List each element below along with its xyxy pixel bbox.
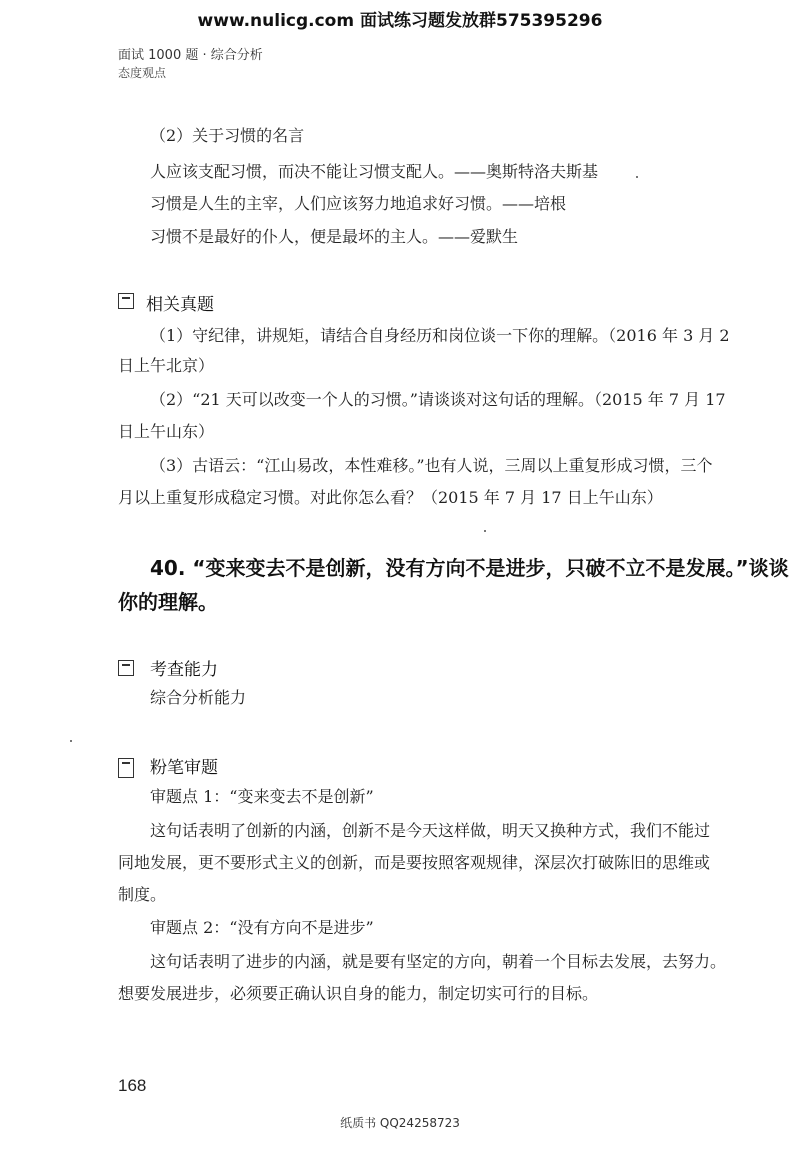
footer-note: 纸质书 QQ24258723 — [340, 1116, 460, 1130]
top-banner: www.nulicg.com 面试练习题发放群575395296 — [197, 11, 603, 31]
analysis-point-1: 审题点 1：“变来变去不是创新” — [150, 787, 374, 806]
related-questions-heading: 相关真题 — [146, 295, 214, 315]
analysis-point-2: 审题点 2：“没有方向不是进步” — [150, 918, 374, 937]
page-number: 168 — [118, 1076, 147, 1095]
related-line: 日上午北京） — [118, 356, 215, 375]
running-header-subtitle: 态度观点 — [118, 66, 167, 80]
analysis-paragraph-line: 这句话表明了创新的内涵，创新不是今天这样做，明天又换种方式，我们不能过 — [150, 821, 711, 840]
question-title-continued: 你的理解。 — [118, 590, 218, 614]
ability-icon — [118, 660, 134, 676]
analysis-paragraph-line: 这句话表明了进步的内涵，就是要有坚定的方向，朝着一个目标去发展，去努力。 — [150, 952, 727, 971]
related-questions-icon — [118, 293, 134, 309]
scan-speck — [484, 530, 486, 532]
scan-speck — [636, 176, 638, 178]
quote-line: 人应该支配习惯，而决不能让习惯支配人。——奥斯特洛夫斯基 — [150, 162, 599, 181]
analysis-paragraph-line: 同地发展，更不要形式主义的创新，而是要按照客观规律，深层次打破陈旧的思维或 — [118, 853, 711, 872]
ability-text: 综合分析能力 — [150, 688, 247, 707]
quote-line: 习惯不是最好的仆人，便是最坏的主人。——爱默生 — [150, 227, 519, 246]
related-line: （2）“21 天可以改变一个人的习惯。”请谈谈对这句话的理解。（2015 年 7 月 17 — [150, 390, 726, 409]
running-header-title: 面试 1000 题 · 综合分析 — [118, 48, 263, 63]
analysis-icon — [118, 758, 134, 778]
analysis-heading: 粉笔审题 — [150, 758, 218, 778]
question-title: 40. “变来变去不是创新，没有方向不是进步，只破不立不是发展。”谈谈 — [150, 556, 789, 580]
quotes-heading: （2）关于习惯的名言 — [150, 126, 305, 145]
related-line: 月以上重复形成稳定习惯。对此你怎么看？（2015 年 7 月 17 日上午山东） — [118, 488, 663, 507]
related-line: （1）守纪律，讲规矩，请结合自身经历和岗位谈一下你的理解。（2016 年 3 月 2 — [150, 326, 730, 345]
analysis-paragraph-line: 制度。 — [118, 885, 167, 904]
related-line: 日上午山东） — [118, 422, 215, 441]
ability-heading: 考查能力 — [150, 660, 218, 680]
analysis-paragraph-line: 想要发展进步，必须要正确认识自身的能力，制定切实可行的目标。 — [118, 984, 599, 1003]
quote-line: 习惯是人生的主宰，人们应该努力地追求好习惯。——培根 — [150, 194, 567, 213]
related-line: （3）古语云：“江山易改，本性难移。”也有人说，三周以上重复形成习惯，三个 — [150, 456, 713, 475]
scan-speck — [70, 740, 72, 742]
